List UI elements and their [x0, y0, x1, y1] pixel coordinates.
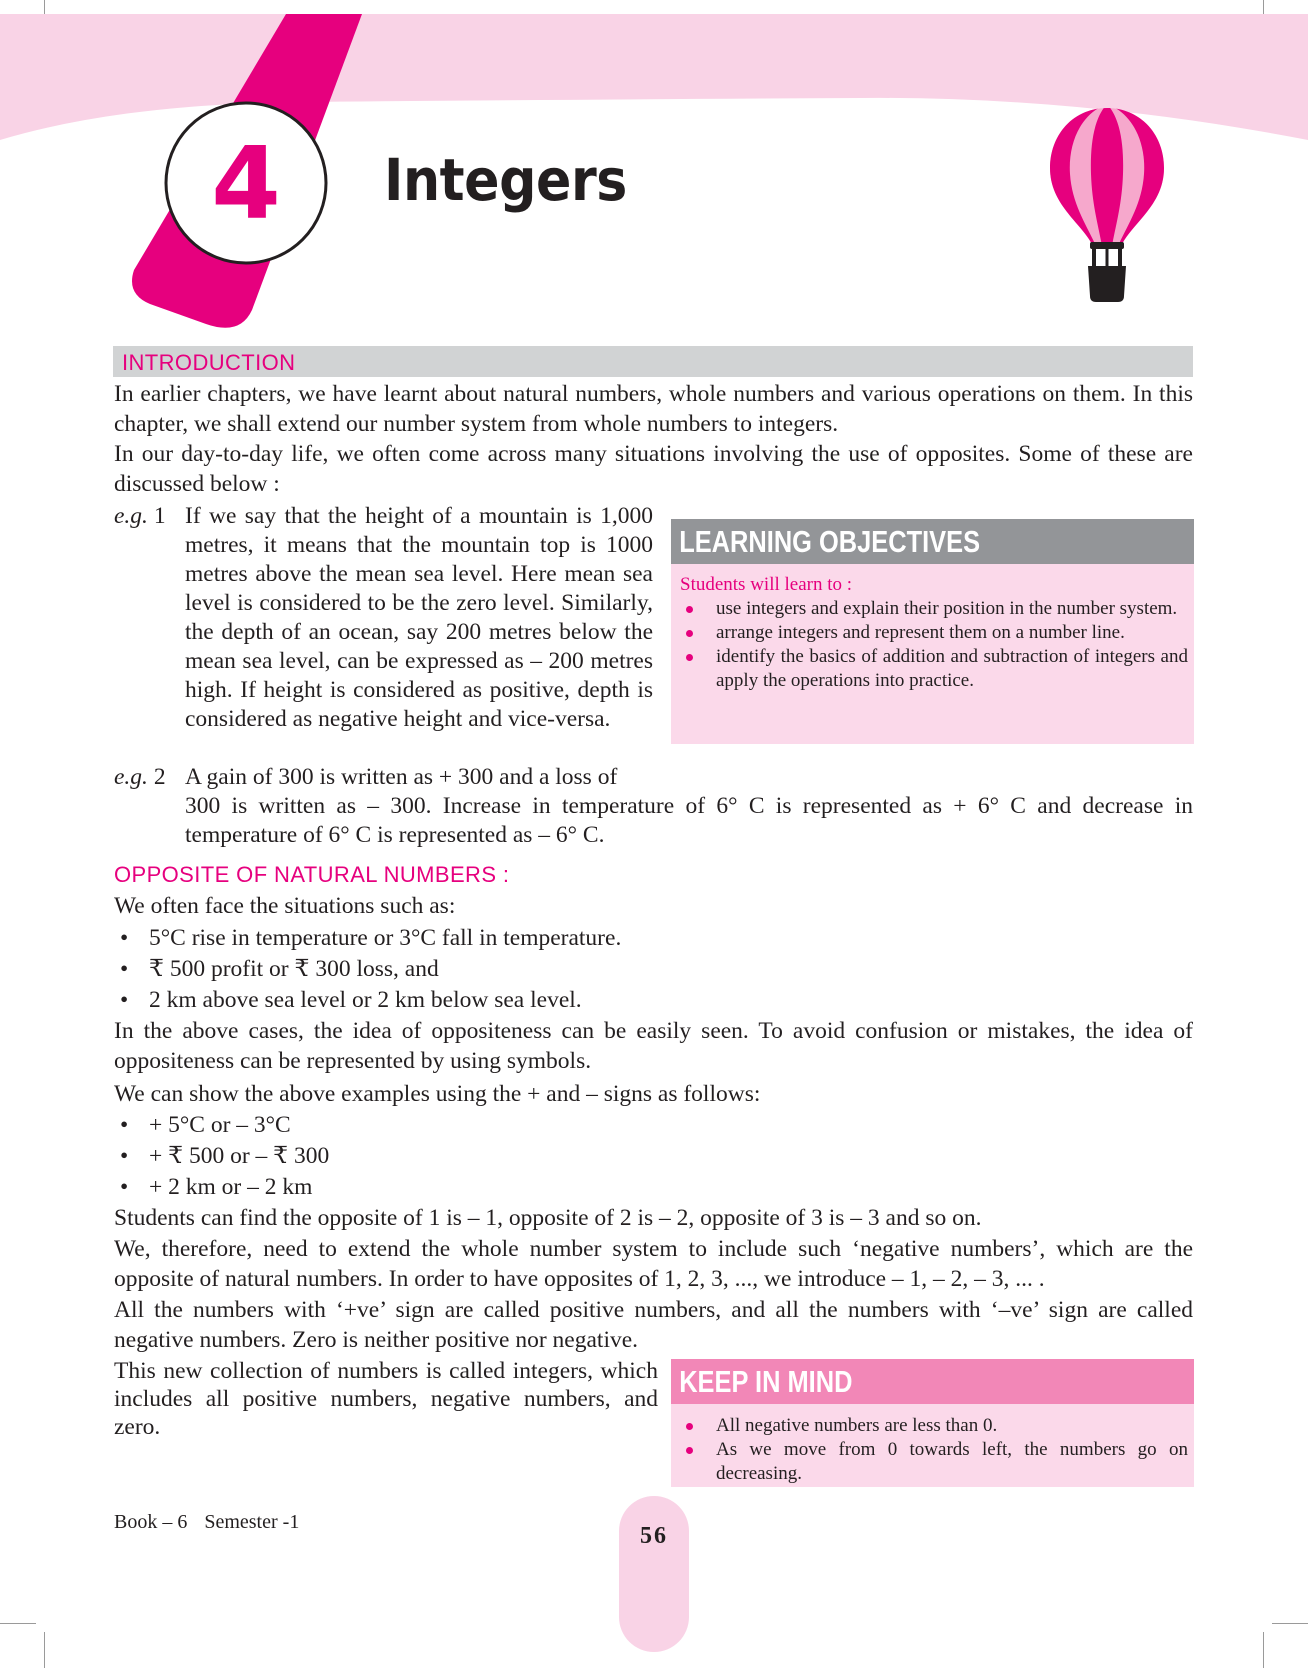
example-1-number: 1 — [153, 503, 166, 529]
footer-book-info — [114, 1509, 299, 1535]
page-number-tab — [619, 1496, 689, 1652]
example-2-label — [114, 763, 174, 792]
intro-paragraph-1: In earlier chapters, we have learnt about natural numbers, whole numbers and various operations on them. In this chapter, we shall extend our number system from whole numbers to integers. — [114, 381, 1193, 437]
signed-item: • + 5°C or – 3°C — [114, 1110, 1193, 1141]
example-2-eg: e.g. — [114, 764, 148, 790]
collection-paragraph: This new collection of numbers is called integers, which includes all positive numbers, negative numbers, and zero. — [114, 1358, 658, 1440]
signed-item: • + 2 km or – 2 km — [114, 1172, 1193, 1203]
learning-objectives-header — [671, 519, 1194, 564]
signed-item: • + ₹ 500 or – ₹ 300 — [114, 1141, 1193, 1172]
keep-in-mind-heading: KEEP IN MIND — [679, 1364, 853, 1399]
keep-item: As we move from 0 towards left, the numbers go on decreasing. — [671, 1438, 1194, 1486]
chapter-number: 4 — [211, 125, 281, 242]
footer-book: Book – 6 — [114, 1511, 188, 1533]
learning-objectives-intro: Students will learn to : — [680, 574, 853, 595]
example-2-rest: 300 is written as – 300. Increase in temperature of 6° C is represented as + 6° C and decrease in temperature of 6° C is represented as – 6° C. — [185, 793, 1193, 848]
learning-objectives-list — [671, 597, 1194, 693]
example-2-number: 2 — [153, 764, 166, 790]
signs-paragraph: All the numbers with ‘+ve’ sign are called positive numbers, and all the numbers with ‘–ve’ sign are called negative numbers. Zero is neither positive nor negative. — [114, 1297, 1193, 1353]
hot-air-balloon-icon — [1046, 104, 1168, 304]
crop-mark — [1263, 1632, 1264, 1668]
keep-in-mind-header — [671, 1359, 1194, 1404]
crop-mark — [1272, 1623, 1308, 1624]
example-1-label — [114, 502, 174, 531]
keep-in-mind-list — [671, 1404, 1194, 1486]
extend-paragraph: We, therefore, need to extend the whole number system to include such ‘negative numbers’, which are the opposite of natural numbers. In order to have opposites of 1, 2, 3, ..., we introduce – 1, – 2, – 3, ... . — [114, 1236, 1193, 1292]
situation-item: • ₹ 500 profit or ₹ 300 loss, and — [114, 954, 1193, 985]
intro-paragraph-2: In our day-to-day life, we often come across many situations involving the use of opposites. Some of these are discussed below : — [114, 441, 1193, 497]
situation-item: • 5°C rise in temperature or 3°C fall in temperature. — [114, 923, 1193, 954]
footer-semester: Semester -1 — [204, 1511, 300, 1533]
crop-mark — [0, 1623, 36, 1624]
introduction-heading: INTRODUCTION — [122, 350, 296, 375]
situations-list — [114, 923, 1193, 1016]
chapter-title: Integers — [384, 146, 627, 214]
example-2-line1: A gain of 300 is written as + 300 and a loss of — [185, 764, 618, 790]
page-number: 56 — [640, 1523, 668, 1549]
keep-in-mind-box — [671, 1359, 1194, 1487]
show-examples-paragraph: We can show the above examples using the + and – signs as follows: — [114, 1081, 761, 1107]
situation-item: • 2 km above sea level or 2 km below sea level. — [114, 985, 1193, 1016]
crop-mark — [44, 1632, 45, 1668]
objective-item: identify the basics of addition and subtraction of integers and apply the operations into practice. — [671, 645, 1194, 693]
example-1-eg: e.g. — [114, 503, 148, 529]
objective-item: use integers and explain their position in the number system. — [671, 597, 1194, 621]
students-opposite-paragraph: Students can find the opposite of 1 is – 1, opposite of 2 is – 2, opposite of 3 is – 3 and so on. — [114, 1205, 982, 1231]
example-1-text: If we say that the height of a mountain is 1,000 metres, it means that the mountain top is 1000 metres above the mean sea level. Here mean sea level is considered to be the zero level. Similarly, the depth of an ocean, say 200 metres below the mean sea level, can be expressed as – 200 metres high. If height is considered as positive, depth is considered as negative height and vice-versa. — [185, 503, 653, 732]
oppositeness-paragraph: In the above cases, the idea of oppositeness can be easily seen. To avoid confusion or mistakes, the idea of oppositeness can be represented by using symbols. — [114, 1018, 1193, 1074]
learning-objectives-heading: LEARNING OBJECTIVES — [679, 524, 981, 559]
opposite-heading: OPPOSITE OF NATURAL NUMBERS : — [114, 862, 510, 887]
keep-item: All negative numbers are less than 0. — [671, 1414, 1194, 1438]
opposite-lead: We often face the situations such as: — [114, 893, 456, 919]
learning-objectives-box — [671, 519, 1194, 744]
objective-item: arrange integers and represent them on a number line. — [671, 621, 1194, 645]
signed-list — [114, 1110, 1193, 1203]
